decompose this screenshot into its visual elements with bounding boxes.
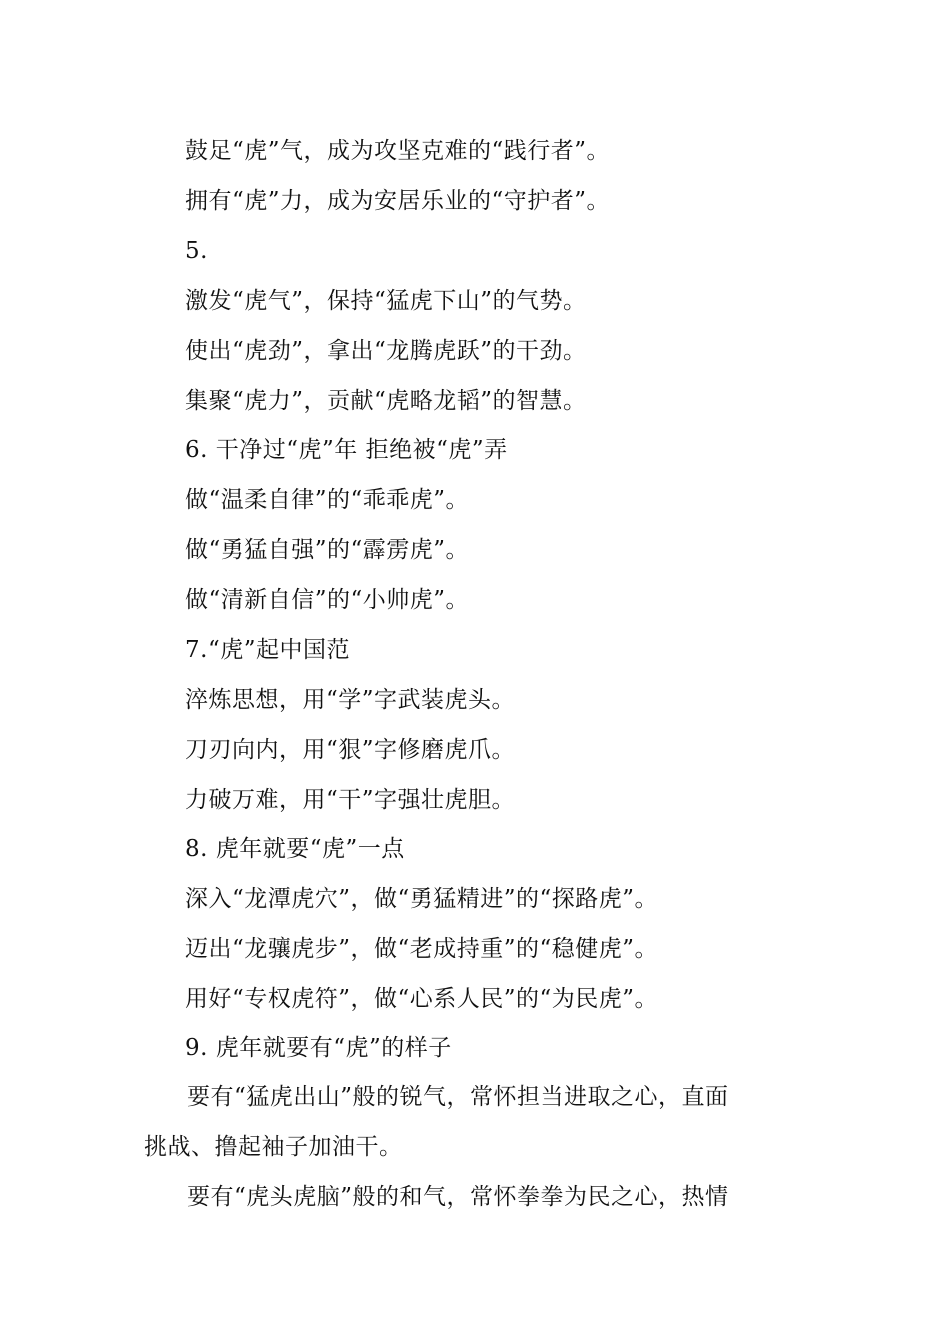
text-line: 用好“专权虎符”，做“心系人民”的“为民虎”。	[185, 986, 659, 1012]
text-line: 鼓足“虎”气，成为攻坚克难的“践行者”。	[185, 138, 611, 164]
section-heading: 9. 虎年就要有“虎”的样子	[185, 1035, 452, 1061]
text-line: 深入“龙潭虎穴”，做“勇猛精进”的“探路虎”。	[185, 886, 659, 912]
section-heading: 8. 虎年就要“虎”一点	[185, 836, 405, 862]
text-line: 刀刃向内，用“狠”字修磨虎爪。	[185, 737, 516, 763]
text-line: 淬炼思想，用“学”字武装虎头。	[185, 687, 516, 713]
text-line: 集聚“虎力”，贡献“虎略龙韬”的智慧。	[185, 388, 587, 414]
section-heading: 6. 干净过“虎”年 拒绝被“虎”弄	[185, 437, 508, 463]
text-line: 迈出“龙骧虎步”，做“老成持重”的“稳健虎”。	[185, 936, 659, 962]
text-line: 做“清新自信”的“小帅虎”。	[185, 587, 470, 613]
paragraph-line: 要有“虎头虎脑”般的和气，常怀拳拳为民之心，热情	[187, 1184, 729, 1210]
text-line: 力破万难，用“干”字强壮虎胆。	[185, 787, 516, 813]
text-line: 激发“虎气”，保持“猛虎下山”的气势。	[185, 288, 587, 314]
text-line: 做“勇猛自强”的“霹雳虎”。	[185, 537, 470, 563]
paragraph-line: 要有“猛虎出山”般的锐气，常怀担当进取之心，直面	[187, 1084, 729, 1110]
section-heading: 7.“虎”起中国范	[185, 637, 350, 663]
section-heading: 5.	[185, 238, 208, 264]
text-line: 使出“虎劲”，拿出“龙腾虎跃”的干劲。	[185, 338, 587, 364]
paragraph-continuation: 挑战、撸起袖子加油干。	[144, 1134, 403, 1160]
text-line: 做“温柔自律”的“乖乖虎”。	[185, 487, 470, 513]
text-line: 拥有“虎”力，成为安居乐业的“守护者”。	[185, 188, 611, 214]
